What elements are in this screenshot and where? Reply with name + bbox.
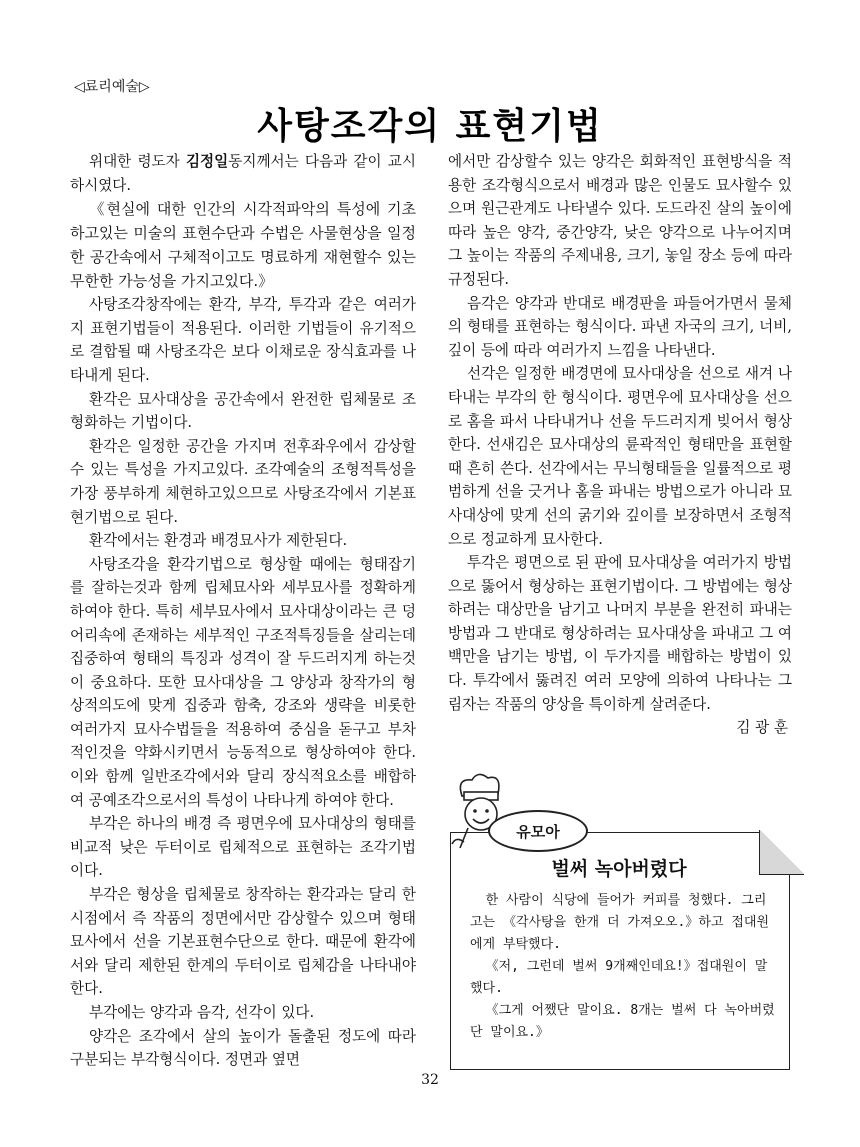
humor-title: 벌써 녹아버렸다 [551, 858, 687, 880]
paragraph: 부각에는 양각과 음각, 선각이 있다. [88, 1004, 315, 1021]
humor-text [470, 890, 776, 1044]
paragraph: 환각에서는 환경과 배경묘사가 제한된다. [88, 532, 348, 550]
intro-paragraph [70, 150, 416, 197]
section-tag: ◁료리예술▷ [74, 79, 150, 95]
right-column [448, 150, 792, 740]
humor-box [442, 770, 802, 1070]
humor-paragraph: 《그게 어쨌단 말이요. 8개는 벌써 다 녹아버렸단 말이요.》 [470, 1003, 775, 1040]
paragraph: 음각은 양각과 반대로 배경판을 파들어가면서 물체의 형태를 표현하는 형식이다. 파낸 자국의 크기, 너비, 깊이 등에 따라 여러가지 느낌을 나타낸다. [448, 294, 792, 359]
quote-paragraph: 《현실에 대한 인간의 시각적파악의 특성에 기초하고있는 미술의 표현수단과 수법은 사물현상을 일정한 공간속에서 구체적이고도 명료하게 재현할수 있는 무한한 가능성을 가지고있다.》 [70, 200, 416, 291]
paragraph: 환각은 일정한 공간을 가지며 전후좌우에서 감상할수 있는 특성을 가지고있다. 조각예술의 조형적특성을 가장 풍부하게 체현하고있으므로 사탕조각에서 기본표현기법으로 된다. [70, 437, 416, 526]
left-column [70, 150, 416, 1072]
paragraph: 사탕조각창작에는 환각, 부각, 투각과 같은 여러가지 표현기법들이 적용된다. 이러한 기법들이 유기적으로 결합될 때 사탕조각은 보다 이채로운 장식효과를 나타내게 된다. [70, 296, 416, 384]
paragraph: 환각은 묘사대상을 공간속에서 완전한 립체물로 조형화하는 기법이다. [70, 390, 416, 432]
author-signature: 김 광 훈 [736, 719, 788, 737]
paragraph: 양각은 조각에서 살의 높이가 돌출된 정도에 따라 구분되는 부각형식이다. 정면과 옆면 [70, 1027, 416, 1069]
humor-paragraph: 《저, 그런데 벌써 9개째인데요!》접대원이 말했다. [470, 959, 768, 996]
page-number: 32 [421, 1072, 439, 1088]
intro-before: 위대한 령도자 [88, 153, 186, 170]
paragraph: 사탕조각을 환각기법으로 형상할 때에는 형태잡기를 잘하는것과 함께 립체묘사와 세부묘사를 정확하게 하여야 한다. 특히 세부묘사에서 묘사대상이라는 큰 덩어리속에 존재하는 세부적인 구조적특징들을 살리는데 집중하여 형태의 특징과 성격이 잘 두드러지게 하는것이 중요하다. 또한 묘사대상을 그 양상과 창작가의 형상적의도에 맞게 집중과 함축, 강조와 생략을 비롯한 여러가지 묘사수법들을 적용하여 중심을 돋구고 부차적인것을 약화시키면서 능동적으로 형상하여야 한다. 이와 함께 일반조각에서와 달리 장식적요소를 배합하여 공예조각으로서의 특성이 나타나게 하여야 한다. [70, 555, 416, 809]
paragraph: 투각은 평면으로 된 판에 묘사대상을 여러가지 방법으로 뚫어서 형상하는 표현기법이다. 그 방법에는 형상하려는 대상만을 남기고 나머지 부분을 완전히 파내는 방법과 그 반대로 형상하려는 묘사대상을 파내고 그 여백만을 남기는 방법, 이 두가지를 배합하는 방법이 있다. 투각에서 뚫려진 여러 모양에 의하여 나타나는 그림자는 작품의 양상을 특이하게 살려준다. [448, 554, 792, 713]
leader-name: 김정일 [185, 153, 229, 170]
paragraph: 부각은 형상을 립체물로 창작하는 환각과는 달리 한 시점에서 즉 작품의 정면에서만 감상할수 있으며 형태묘사에서 선을 기본표현수단으로 한다. 때문에 환각에서와 달리 제한된 한계의 두터이로 립체감을 나타내야 한다. [70, 886, 416, 998]
article-title: 사탕조각의 표현기법 [257, 106, 603, 147]
humor-badge: 유모아 [488, 810, 588, 852]
paragraph: 에서만 감상할수 있는 양각은 회화적인 표현방식을 적용한 조각형식으로서 배경과 많은 인물도 묘사할수 있으며 원근관계도 나타낼수 있다. 도드라진 살의 높이에 따라 높은 양각, 중간양각, 낮은 양각으로 나누어지며 그 높이는 작품의 주제내용, 크기, 놓일 장소 등에 따라 규정된다. [448, 153, 792, 288]
paragraph: 부각은 하나의 배경 즉 평면우에 묘사대상의 형태를 비교적 낮은 두터이로 립체적으로 표현하는 조각기법이다. [70, 815, 416, 880]
paragraph: 선각은 일정한 배경면에 묘사대상을 선으로 새겨 나타내는 부각의 한 형식이다. 평면우에 묘사대상을 선으로 홈을 파서 나타내거나 선을 두드러지게 빚어서 형상한다. 선새김은 묘사대상의 륜곽적인 형태만을 표현할 때 흔히 쓴다. 선각에서는 무늬형태들을 일률적으로 평범하게 선을 긋거나 홈을 파내는 방법으로가 아니라 묘사대상에 맞게 선의 굵기와 깊이를 보장하면서 조형적으로 정교하게 묘사한다. [448, 365, 792, 548]
intro-after: 동지께서는 다음과 같이 교시하시였다. [70, 153, 416, 194]
humor-paragraph: 한 사람이 식당에 들어가 커피를 청했다. 그리고는 《각사탕을 한개 더 가져오오.》하고 접대원에게 부탁했다. [470, 893, 770, 952]
